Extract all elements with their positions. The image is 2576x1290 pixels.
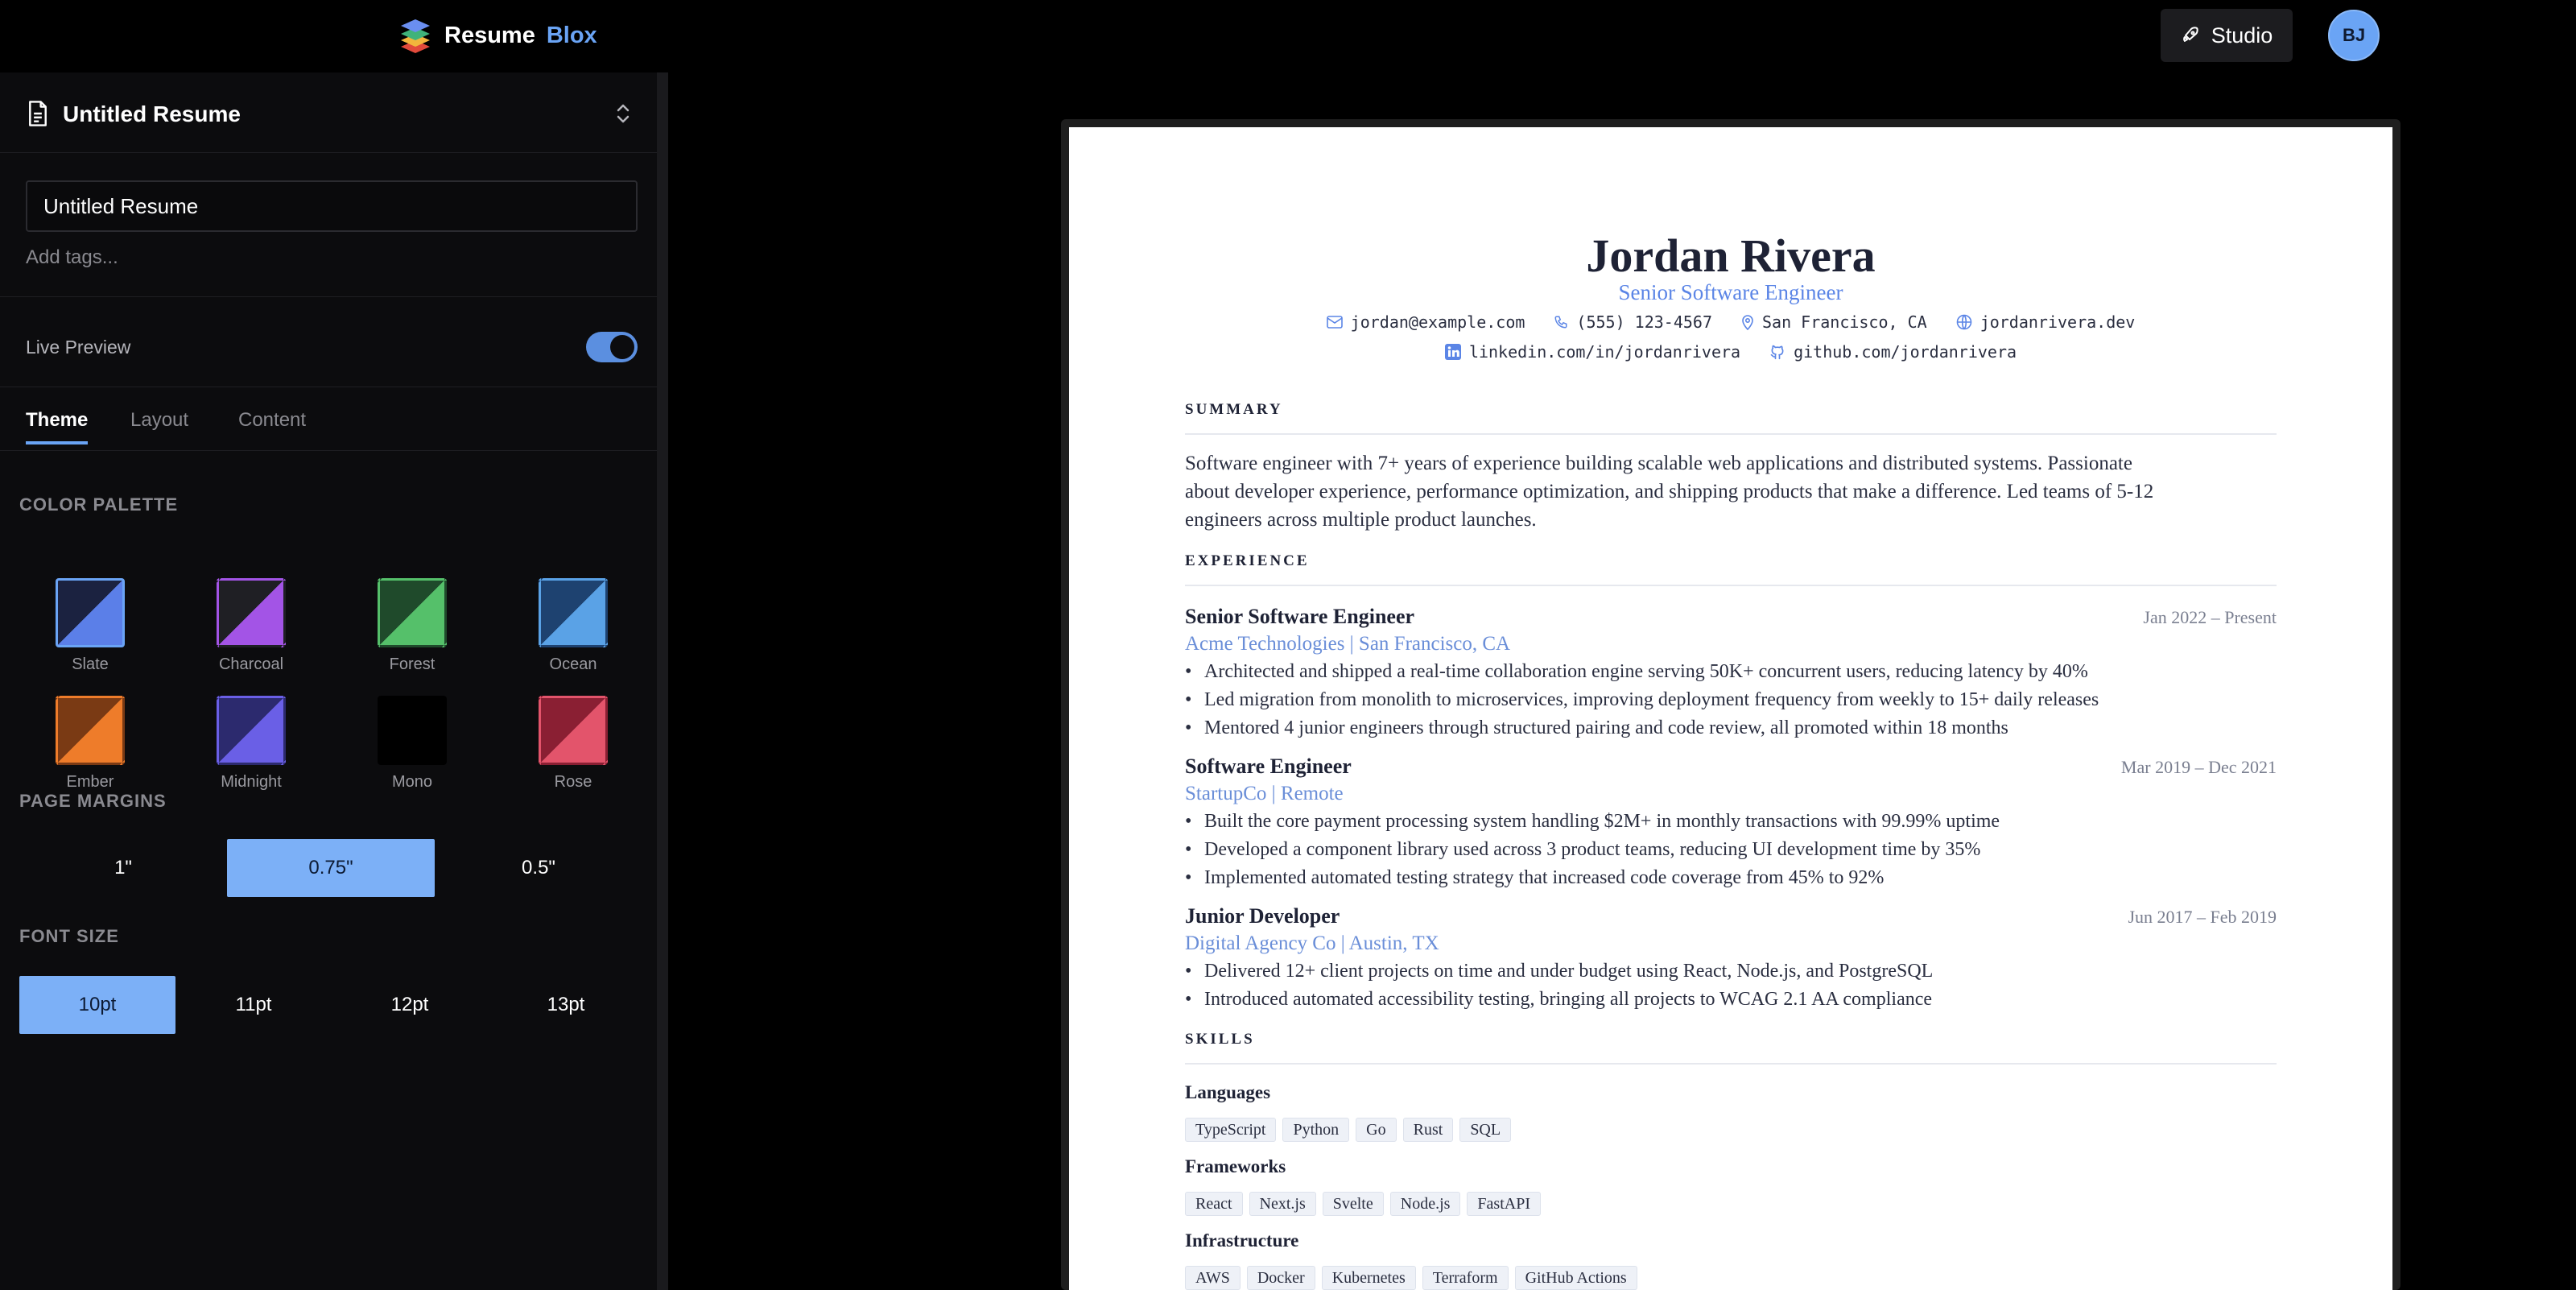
skill-chip: AWS xyxy=(1185,1266,1241,1290)
skill-chip: Kubernetes xyxy=(1322,1266,1416,1290)
job-company: StartupCo | Remote xyxy=(1185,783,1344,804)
job-company: Digital Agency Co | Austin, TX xyxy=(1185,932,1439,954)
font-size-13pt[interactable]: 13pt xyxy=(547,994,585,1015)
contact-email-text: jordan@example.com xyxy=(1350,312,1525,332)
live-preview-toggle[interactable] xyxy=(586,332,638,362)
font-size-12pt[interactable]: 12pt xyxy=(390,994,429,1015)
palette-swatch-forest[interactable] xyxy=(378,578,447,647)
tab-layout[interactable]: Layout xyxy=(130,409,189,431)
summary-line: Software engineer with 7+ years of experience building scalable web applications and distributed systems. Passionate xyxy=(1185,453,2132,474)
skill-chip: Go xyxy=(1356,1118,1396,1142)
palette-name: Rose xyxy=(554,773,592,791)
section-rule xyxy=(1185,433,2277,435)
globe-icon xyxy=(1956,314,1972,330)
color-palette-label: COLOR PALETTE xyxy=(19,494,179,515)
skill-category: Frameworks xyxy=(1185,1156,1286,1176)
contact-email xyxy=(1327,312,1525,332)
skill-chip: Rust xyxy=(1403,1118,1454,1142)
skill-chip: SQL xyxy=(1459,1118,1511,1142)
margin-option-05in[interactable]: 0.5" xyxy=(522,857,555,879)
document-icon xyxy=(26,100,50,127)
chevron-up-down-icon[interactable] xyxy=(613,101,633,126)
contact-phone xyxy=(1554,312,1712,332)
tab-theme[interactable]: Theme xyxy=(26,409,88,444)
margin-option-075in[interactable]: 0.75" xyxy=(227,839,435,897)
palette-swatch-rose[interactable] xyxy=(539,696,608,765)
contact-location-text: San Francisco, CA xyxy=(1761,312,1927,332)
divider xyxy=(0,296,657,297)
section-rule xyxy=(1185,1063,2277,1065)
job-bullet: • Architected and shipped a real-time collaboration engine serving 50K+ concurrent users, reducing latency by 40% xyxy=(1185,661,2088,683)
job-dates: Mar 2019 – Dec 2021 xyxy=(2120,757,2277,777)
palette-name: Ember xyxy=(66,773,114,791)
github-icon xyxy=(1769,344,1785,360)
palette-swatch-midnight[interactable] xyxy=(217,696,286,765)
settings-tabs xyxy=(0,403,657,451)
job-company: Acme Technologies | San Francisco, CA xyxy=(1185,633,1511,655)
stacked-blocks-logo-icon xyxy=(398,16,433,55)
job-title: Junior Developer xyxy=(1185,904,1340,928)
contact-github-text: github.com/jordanrivera xyxy=(1794,342,2017,362)
contact-location xyxy=(1741,312,1927,332)
job-bullet: • Built the core payment processing system handling $2M+ in monthly transactions with 99.99% uptime xyxy=(1185,811,2000,833)
palette-swatch-charcoal[interactable] xyxy=(217,578,286,647)
job-bullet: • Developed a component library used across 3 product teams, reducing UI development time by 35% xyxy=(1185,839,1980,861)
section-heading-experience: EXPERIENCE xyxy=(1185,552,1310,569)
palette-name: Ocean xyxy=(549,655,597,673)
palette-name: Forest xyxy=(389,655,436,673)
contact-linkedin xyxy=(1445,342,1740,362)
skill-chips xyxy=(1185,1266,1644,1290)
add-tags-input[interactable]: Add tags... xyxy=(26,246,118,268)
document-selector[interactable] xyxy=(0,72,657,153)
job-bullet: • Mentored 4 junior engineers through structured pairing and code review, all promoted within 18 months xyxy=(1185,717,2008,739)
job-bullet: • Implemented automated testing strategy that increased code coverage from 45% to 92% xyxy=(1185,867,1884,889)
skill-chip: Docker xyxy=(1247,1266,1315,1290)
contact-row-1 xyxy=(1069,312,2392,332)
font-size-11pt[interactable]: 11pt xyxy=(235,994,272,1015)
palette-name: Midnight xyxy=(221,773,282,791)
contact-website-text: jordanrivera.dev xyxy=(1979,312,2136,332)
skill-chip: Python xyxy=(1282,1118,1349,1142)
tab-content[interactable]: Content xyxy=(238,409,307,431)
skill-chip: GitHub Actions xyxy=(1515,1266,1637,1290)
brand-name-accent: Blox xyxy=(546,22,597,48)
resume-name: Jordan Rivera xyxy=(1586,229,1876,282)
skill-chip: Terraform xyxy=(1422,1266,1509,1290)
palette-name: Slate xyxy=(72,655,109,673)
summary-line: about developer experience, performance optimization, and shipping products that make a difference. Led teams of 5-12 xyxy=(1185,481,2154,502)
map-pin-icon xyxy=(1741,314,1754,330)
summary-line: engineers across multiple product launches. xyxy=(1185,509,1537,531)
brand[interactable] xyxy=(398,16,597,55)
skill-chip: TypeScript xyxy=(1185,1118,1276,1142)
studio-label: Studio xyxy=(2211,23,2273,48)
editor-sidebar xyxy=(0,72,668,1290)
document-title: Untitled Resume xyxy=(63,101,241,126)
rocket-icon xyxy=(2181,26,2200,45)
section-rule xyxy=(1185,585,2277,586)
mail-icon xyxy=(1327,316,1343,329)
contact-phone-text: (555) 123-4567 xyxy=(1576,312,1712,332)
skill-chips xyxy=(1185,1192,1547,1216)
job-dates: Jan 2022 – Present xyxy=(2143,607,2277,627)
job-dates: Jun 2017 – Feb 2019 xyxy=(2128,907,2277,927)
studio-button[interactable] xyxy=(2161,9,2293,62)
top-bar xyxy=(0,0,2576,71)
resume-page xyxy=(1069,127,2392,1290)
font-size-label: FONT SIZE xyxy=(19,926,119,946)
palette-name: Mono xyxy=(391,773,433,791)
linkedin-icon xyxy=(1445,344,1461,360)
skill-chip: Next.js xyxy=(1249,1192,1316,1216)
brand-name-primary: Resume xyxy=(444,22,535,48)
resume-title: Senior Software Engineer xyxy=(1618,280,1843,304)
contact-website xyxy=(1956,312,2136,332)
skill-chip: Svelte xyxy=(1323,1192,1384,1216)
job-title: Senior Software Engineer xyxy=(1185,605,1415,628)
job-bullet: • Delivered 12+ client projects on time and under budget using React, Node.js, and PostgreSQL xyxy=(1185,961,1933,982)
section-heading-skills: SKILLS xyxy=(1185,1031,1255,1048)
contact-row-2 xyxy=(1069,342,2392,362)
palette-swatch-slate[interactable] xyxy=(56,578,125,647)
contact-github xyxy=(1769,342,2017,362)
skill-category: Infrastructure xyxy=(1185,1230,1299,1251)
palette-swatch-ocean[interactable] xyxy=(539,578,608,647)
palette-name: Charcoal xyxy=(218,655,284,673)
skill-chip: Node.js xyxy=(1390,1192,1461,1216)
live-preview-label: Live Preview xyxy=(26,337,131,358)
palette-swatch-mono[interactable] xyxy=(378,696,447,765)
job-bullet: • Introduced automated accessibility testing, bringing all projects to WCAG 2.1 AA compliance xyxy=(1185,989,1932,1011)
user-avatar[interactable]: BJ xyxy=(2328,10,2380,61)
job-title: Software Engineer xyxy=(1185,755,1352,778)
resume-name-input[interactable] xyxy=(26,180,638,232)
font-size-10pt[interactable]: 10pt xyxy=(19,976,175,1034)
skill-chips xyxy=(1185,1118,1517,1142)
margin-option-1in[interactable]: 1" xyxy=(114,857,132,879)
phone-icon xyxy=(1554,315,1568,329)
job-bullet: • Led migration from monolith to microservices, improving deployment frequency from weekly to 15+ daily releases xyxy=(1185,689,2099,711)
skill-chip: FastAPI xyxy=(1467,1192,1541,1216)
skill-category: Languages xyxy=(1185,1082,1271,1102)
skill-chip: React xyxy=(1185,1192,1243,1216)
summary-text xyxy=(1185,449,2277,534)
contact-linkedin-text: linkedin.com/in/jordanrivera xyxy=(1468,342,1741,362)
page-margins-label: PAGE MARGINS xyxy=(19,791,167,811)
palette-swatch-ember[interactable] xyxy=(56,696,125,765)
section-heading-summary: SUMMARY xyxy=(1185,401,1283,418)
